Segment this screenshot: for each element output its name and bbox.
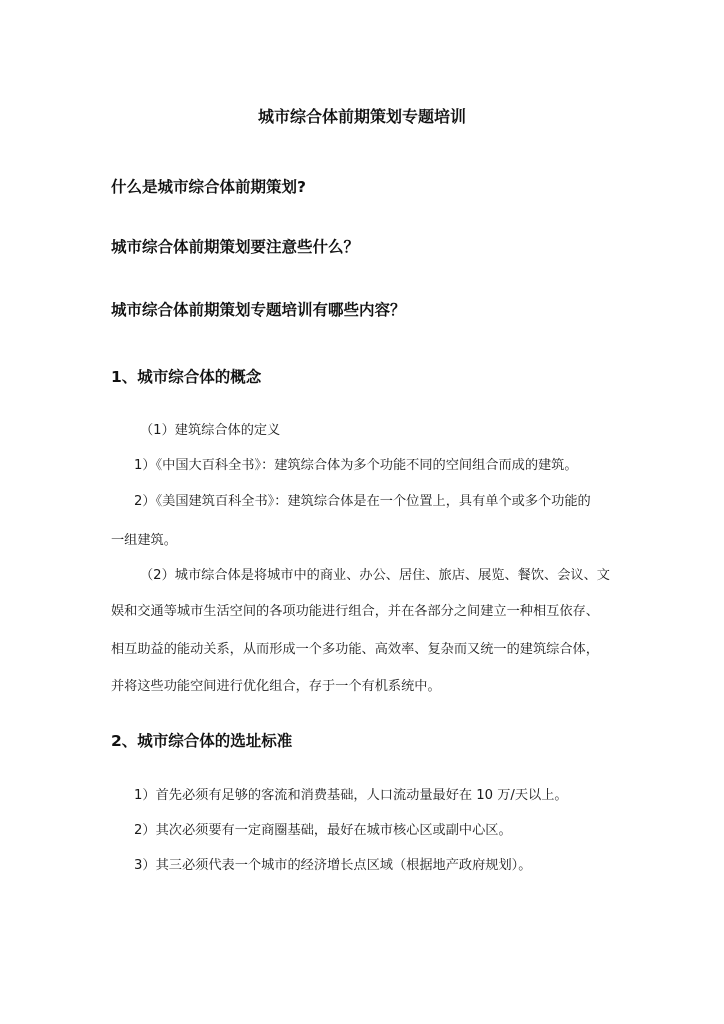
section-1-item-1: 1）《中国大百科全书》：建筑综合体为多个功能不同的空间组合而成的建筑。 <box>134 458 578 473</box>
section-1-item-2-line-2: 一组建筑。 <box>111 533 177 548</box>
section-1-sub-1: （1）建筑综合体的定义 <box>140 423 281 438</box>
section-2-item-3: 3）其三必须代表一个城市的经济增长点区域（根据地产政府规划）。 <box>134 858 532 873</box>
document-title: 城市综合体前期策划专题培训 <box>257 107 466 126</box>
section-1-sub-2-line-3: 相互助益的能动关系，从而形成一个多功能、高效率、复杂而又统一的建筑综合体， <box>111 642 599 657</box>
section-1-sub-2-line-1: （2）城市综合体是将城市中的商业、办公、居住、旅店、展览、餐饮、会议、文 <box>140 568 610 583</box>
section-2-heading: 2、城市综合体的选址标准 <box>111 732 293 750</box>
section-2-item-1: 1）首先必须有足够的客流和消费基础，人口流动量最好在 10 万/天以上。 <box>134 788 568 803</box>
section-1-sub-2-line-4: 并将这些功能空间进行优化组合，存于一个有机系统中。 <box>111 679 441 694</box>
section-1-sub-2-line-2: 娱和交通等城市生活空间的各项功能进行组合，并在各部分之间建立一种相互依存、 <box>111 604 599 619</box>
section-1-item-2-line-1: 2）《美国建筑百科全书》：建筑综合体是在一个位置上，具有单个或多个功能的 <box>134 494 591 509</box>
section-2-item-2: 2）其次必须要有一定商圈基础，最好在城市核心区或副中心区。 <box>134 823 512 838</box>
question-1: 什么是城市综合体前期策划? <box>111 178 306 196</box>
question-2: 城市综合体前期策划要注意些什么？ <box>111 238 360 256</box>
section-1-heading: 1、城市综合体的概念 <box>111 368 262 386</box>
question-3: 城市综合体前期策划专题培训有哪些内容？ <box>111 301 406 319</box>
